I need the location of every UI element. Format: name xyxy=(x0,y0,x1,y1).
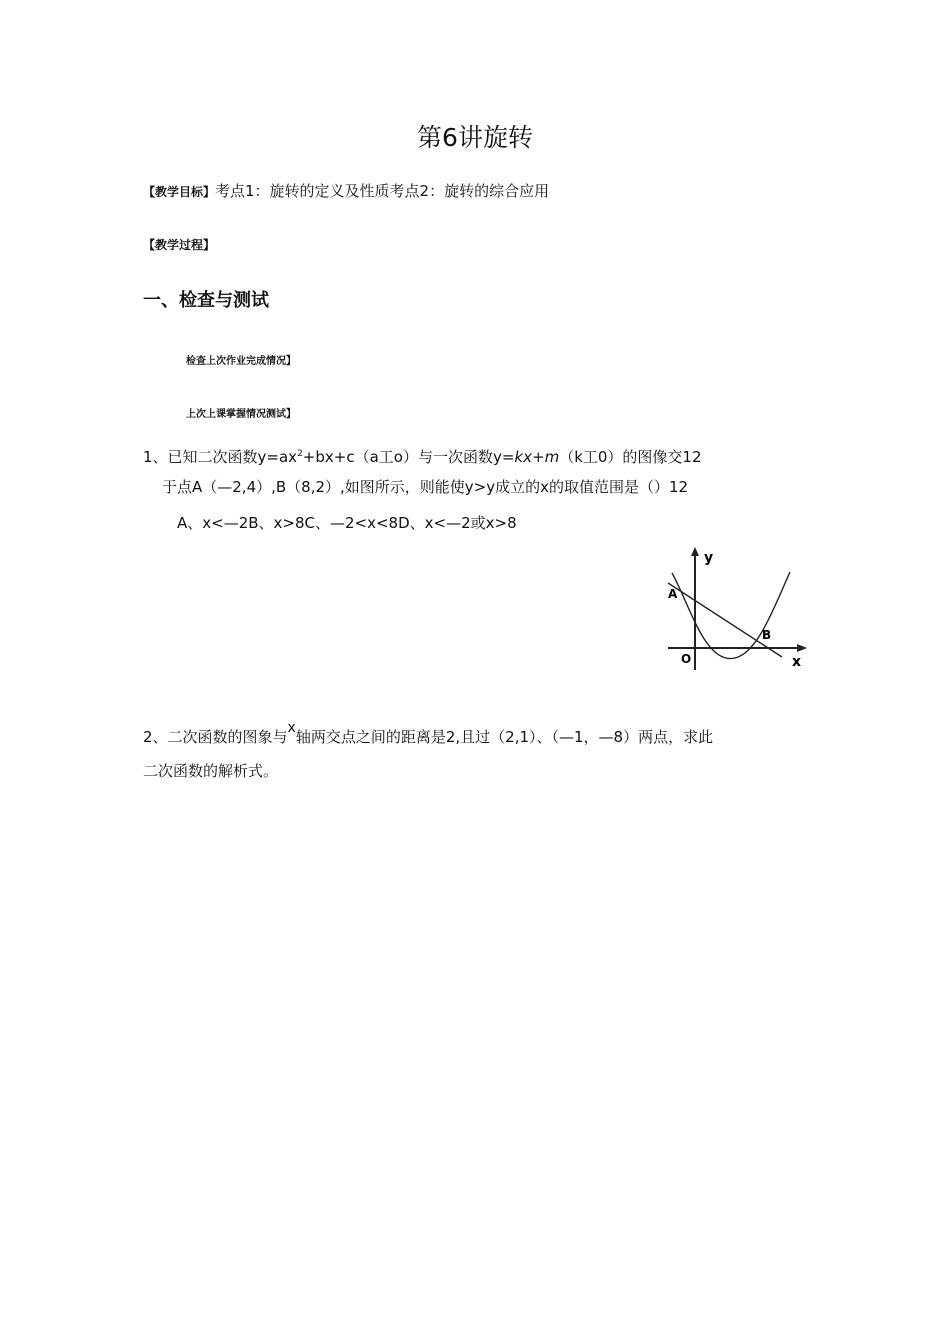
q2-x-symbol: x xyxy=(287,720,296,736)
x-axis-arrow xyxy=(797,644,807,652)
y-axis-label: y xyxy=(704,550,714,566)
origin-label: O xyxy=(681,652,692,666)
q1-kx: kx xyxy=(514,448,532,466)
question-2-line-2: 二次函数的解析式。 xyxy=(143,762,279,780)
teaching-process-label: 【教学过程】 xyxy=(143,238,216,252)
point-a-label: A xyxy=(668,587,678,601)
q1-plus: + xyxy=(531,448,545,466)
question-1-line-1 xyxy=(143,446,702,467)
y-axis-arrow xyxy=(691,547,699,556)
q1-exponent: 2 xyxy=(297,449,303,459)
question-2-line-1 xyxy=(143,720,714,747)
question-1-options: A、x<—2B、x>8C、—2<x<8D、x<—2或x>8 xyxy=(177,514,517,532)
q1-text-b: +bx+c（a工o）与一次函数y= xyxy=(302,448,515,466)
q1-text-a: 1、已知二次函数y=ax xyxy=(143,448,298,466)
q1-text-c: （k工0）的图像交12 xyxy=(559,448,702,466)
q1-m: m xyxy=(544,448,560,466)
q2-text-b: 轴两交点之间的距离是2,且过（2,1）、（—1，—8）两点，求此 xyxy=(295,728,714,746)
function-graph xyxy=(660,545,810,675)
parabola-curve xyxy=(672,572,790,659)
question-1-line-2: 于点A（—2,4）,B（8,2）,如图所示，则能使y>y成立的x的取值范围是（）12 xyxy=(162,478,689,496)
teaching-goal-text: 考点1：旋转的定义及性质考点2：旋转的综合应用 xyxy=(215,182,550,200)
x-axis-label: x xyxy=(792,654,802,670)
section-heading: 一、检查与测试 xyxy=(143,290,269,311)
subheading-homework-check: 检查上次作业完成情况】 xyxy=(186,356,296,367)
linear-function-line xyxy=(668,583,782,657)
subheading-mastery-test: 上次上课掌握情况测试】 xyxy=(186,409,296,420)
page-title: 第6讲旋转 xyxy=(417,123,533,152)
teaching-goal xyxy=(143,180,549,201)
q2-text-a: 2、二次函数的图象与 xyxy=(143,728,288,746)
teaching-goal-label: 【教学目标】 xyxy=(143,185,216,199)
point-b-label: B xyxy=(762,628,772,642)
